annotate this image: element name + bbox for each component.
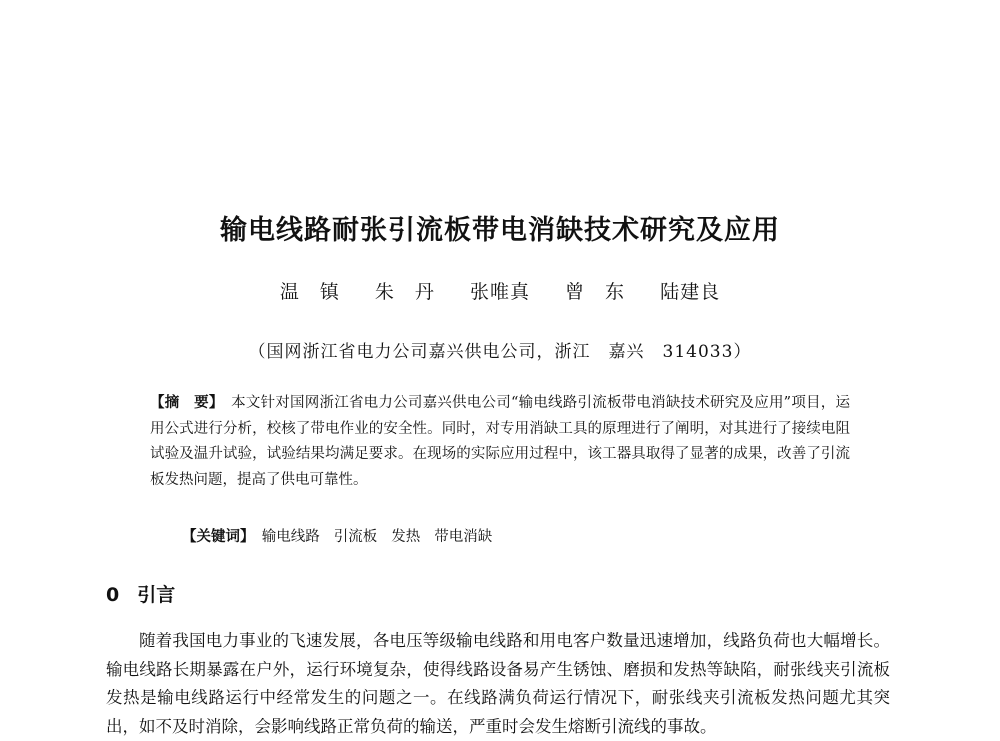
section-number: 0	[106, 584, 120, 606]
paper-title: 输电线路耐张引流板带电消缺技术研究及应用	[220, 215, 780, 246]
keywords	[182, 525, 506, 550]
keywords-label: 【关键词】	[182, 529, 248, 545]
author-name: 陆建良	[660, 281, 721, 303]
author-list	[0, 277, 1000, 304]
abstract	[150, 391, 850, 493]
keyword: 发热	[391, 529, 421, 545]
keyword: 引流板	[333, 529, 378, 545]
abstract-label: 【摘 要】	[150, 395, 217, 411]
author-name: 张唯真	[469, 281, 530, 303]
author-name: 曾 东	[565, 281, 626, 303]
keyword: 带电消缺	[434, 529, 493, 545]
section-heading	[106, 580, 175, 607]
abstract-text: 本文针对国网浙江省电力公司嘉兴供电公司“输电线路引流板带电消缺技术研究及应用”项目，运用公式进行分析，校核了带电作业的安全性。同时，对专用消缺工具的原理进行了阐明，对其进行了接续电阻试验及温升试验，试验结果均满足要求。在现场的实际应用过程中，该工器具取得了显著的成果，改善了引流板发热问题，提高了供电可靠性。	[150, 395, 851, 488]
body-paragraph: 随着我国电力事业的飞速发展，各电压等级输电线路和用电客户数量迅速增加，线路负荷也大幅增长。输电线路长期暴露在户外，运行环境复杂，使得线路设备易产生锈蚀、磨损和发热等缺陷，耐张线夹引流板发热是输电线路运行中经常发生的问题之一。在线路满负荷运行情况下，耐张线夹引流板发热问题尤其突出，如不及时消除，会影响线路正常负荷的输送，严重时会发生熔断引流线的事故。	[106, 631, 890, 736]
section-title: 引言	[137, 584, 176, 606]
keyword: 输电线路	[261, 529, 320, 545]
affiliation: （国网浙江省电力公司嘉兴供电公司，浙江 嘉兴 314033）	[248, 342, 752, 362]
author-name: 朱 丹	[374, 281, 435, 303]
author-name: 温 镇	[279, 281, 340, 303]
